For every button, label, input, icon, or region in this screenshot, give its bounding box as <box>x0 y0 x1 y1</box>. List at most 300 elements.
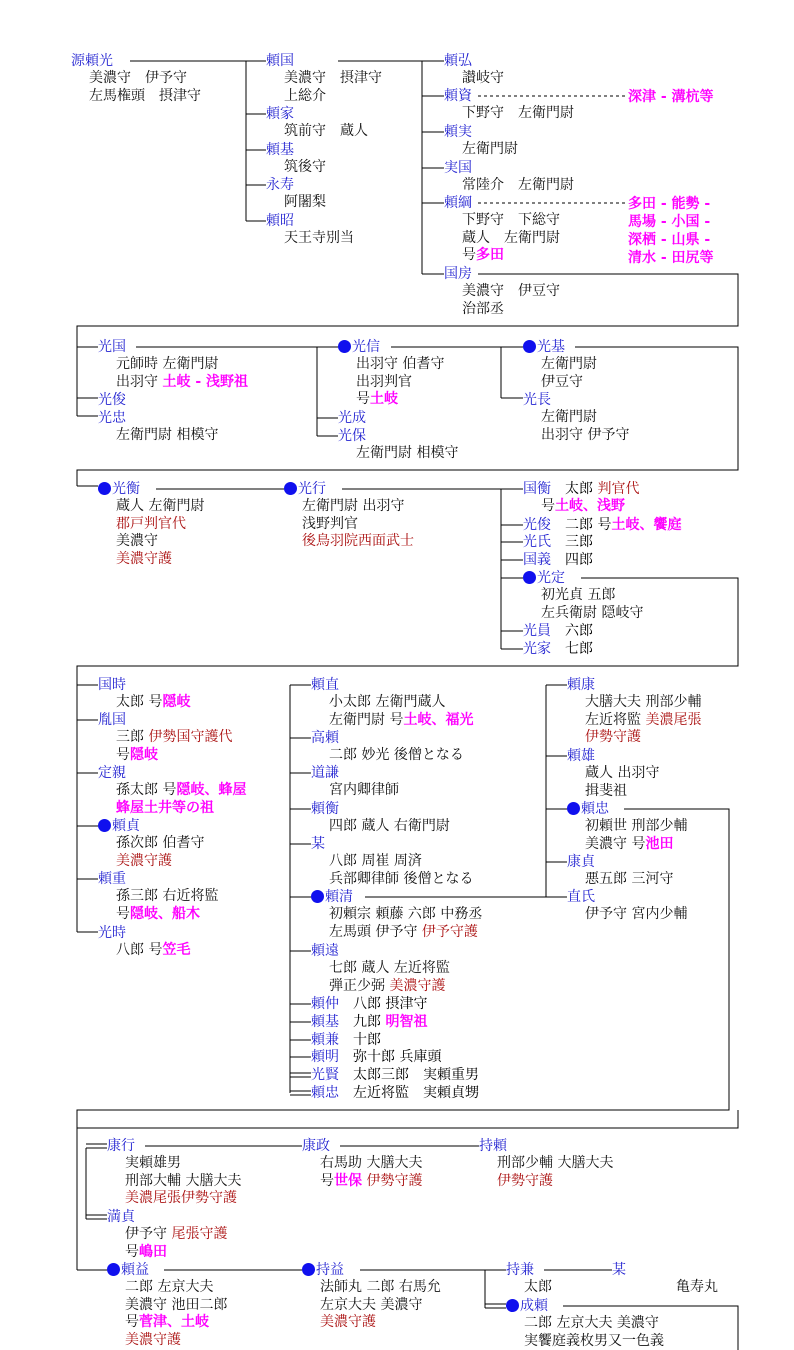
person-name: 持頼 <box>479 1138 507 1154</box>
text-segment: 出羽守 伯耆守 <box>356 356 445 372</box>
person-detail <box>585 694 701 711</box>
text-segment: 伊予守 <box>125 1226 172 1242</box>
text-segment: 伊勢守護 <box>585 729 641 746</box>
person-sadachika <box>98 765 126 782</box>
person-yorikatsu <box>567 748 595 765</box>
text-segment: 左衛門尉 相模守 <box>116 427 219 443</box>
person-detail <box>329 924 478 941</box>
branch-note-tada-group-3: 深栖 - 山県 - <box>628 232 711 248</box>
text-segment: 九郎 <box>339 1014 386 1030</box>
text-segment: 左衛門尉 <box>462 141 518 157</box>
text-segment: 菅津、土岐 <box>139 1314 209 1331</box>
text-segment: 土岐 <box>370 391 398 408</box>
person-detail <box>585 906 687 923</box>
text-segment: 号 <box>320 1172 334 1189</box>
person-mitsuhira <box>98 481 140 498</box>
person-name: 源頼光 <box>71 53 113 69</box>
text-segment: 宮内卿律師 <box>329 782 399 798</box>
text-segment: 二郎 妙光 後僧となる <box>329 747 464 763</box>
text-segment: 美濃守 <box>116 533 158 550</box>
person-name: 光国 <box>98 339 126 355</box>
text-segment: 左衛門尉 相模守 <box>356 445 459 461</box>
text-segment: 出羽守 伊予守 <box>541 426 630 443</box>
person-takayori <box>311 730 339 747</box>
person-detail <box>89 88 201 105</box>
person-kunihira <box>523 481 639 498</box>
person-detail <box>329 871 473 888</box>
text-segment: 伊予守護 <box>421 923 478 940</box>
successor-dot-icon <box>523 571 536 584</box>
person-name: 頼兼 <box>311 1032 339 1048</box>
successor-dot-icon <box>107 1263 120 1276</box>
person-yasusada <box>567 854 595 871</box>
person-detail <box>329 712 473 729</box>
successor-dot-icon <box>311 890 324 903</box>
text-segment: 筑後守 <box>284 159 326 175</box>
person-mitsutoshi2 <box>523 517 681 534</box>
person-detail <box>125 1173 241 1190</box>
person-detail <box>116 800 214 817</box>
person-name: 光員 <box>523 623 551 639</box>
person-name: 国衡 <box>523 481 551 497</box>
text-segment: 兵部卿律師 後僧となる <box>329 870 474 887</box>
text-segment: 左衛門尉 <box>541 409 597 425</box>
person-name: 頼昭 <box>266 213 294 229</box>
person-mitsukazu <box>523 623 593 640</box>
text-segment: 右馬助 大膳大夫 <box>320 1155 423 1171</box>
person-detail <box>356 356 444 373</box>
person-detail <box>462 105 574 122</box>
text-segment: 号 <box>462 247 476 264</box>
text-segment: 美濃守護 <box>389 977 446 994</box>
person-detail <box>116 835 204 852</box>
text-segment: 土岐 - 浅野祖 <box>162 373 249 390</box>
person-yorimoto <box>266 142 294 159</box>
person-name: 頼忠 <box>311 1085 339 1101</box>
person-name: 国房 <box>444 266 472 282</box>
person-yasumasa <box>302 1138 330 1155</box>
person-name: 頼弘 <box>444 53 472 69</box>
person-detail <box>541 605 643 622</box>
text-segment: 土岐、浅野 <box>555 498 625 514</box>
person-name: 頼基 <box>266 142 294 158</box>
text-segment: 世保 <box>334 1172 362 1189</box>
person-detail <box>497 1173 553 1190</box>
person-minamoto-yorimitsu <box>71 53 113 70</box>
text-segment: 号 <box>356 391 370 408</box>
text-segment: 左近将監 実頼貞甥 <box>339 1085 479 1101</box>
person-name: 光基 <box>537 339 565 355</box>
text-segment: 隠岐 <box>162 694 191 710</box>
person-detail <box>585 729 641 746</box>
person-detail <box>497 1155 613 1172</box>
person-detail <box>585 765 659 782</box>
text-segment: 筑前守 蔵人 <box>284 123 368 139</box>
person-name: 実国 <box>444 160 472 176</box>
person-yorikuni <box>266 53 294 70</box>
person-detail <box>524 1315 659 1332</box>
successor-dot-icon <box>98 819 111 832</box>
text-segment: 実頼雄男 <box>125 1155 181 1171</box>
text-segment: 実饗庭義枚男又一色義 <box>524 1332 664 1349</box>
person-name: 光行 <box>298 481 326 497</box>
text-segment: 蔵人 出羽守 <box>585 765 660 781</box>
person-detail <box>125 1332 181 1349</box>
person-detail <box>125 1297 227 1314</box>
person-yorimasu <box>107 1262 149 1279</box>
person-mochimasu <box>302 1262 344 1279</box>
text-segment: 隠岐 <box>130 746 158 763</box>
text-segment: 常陸介 左衛門尉 <box>462 177 574 193</box>
person-name: 某 <box>311 836 325 852</box>
person-name: 光成 <box>338 410 366 426</box>
person-detail <box>116 533 158 550</box>
person-name: 定親 <box>98 765 126 781</box>
text-segment: 土岐、饗庭 <box>611 517 682 533</box>
person-mitsuie <box>523 641 593 658</box>
person-detail <box>329 960 450 977</box>
text-segment: 左衛門尉 号 <box>329 711 404 728</box>
person-yoriaki <box>266 213 294 230</box>
person-name: 光俊 <box>523 517 551 533</box>
text-segment: 池田 <box>645 835 674 852</box>
person-name: 光長 <box>523 392 551 408</box>
person-bou <box>311 836 325 853</box>
person-detail <box>329 694 445 711</box>
text-segment: 三郎 <box>116 729 149 745</box>
person-name: 頼家 <box>266 106 294 122</box>
person-name: 光保 <box>338 428 366 444</box>
person-name: 頼仲 <box>311 996 339 1012</box>
text-segment: 尾張守護 <box>171 1226 228 1242</box>
text-segment: 大膳大夫 刑部少輔 <box>585 694 702 710</box>
person-detail <box>329 818 450 835</box>
text-segment: 孫三郎 右近将監 <box>116 888 219 904</box>
person-name: 頼貞 <box>112 818 140 834</box>
text-segment: 号 <box>116 905 130 922</box>
text-segment: 七郎 <box>551 641 593 657</box>
text-segment: 左兵衛尉 隠岐守 <box>541 604 644 621</box>
text-segment: 初光貞 五郎 <box>541 587 616 603</box>
text-segment: 四郎 蔵人 右衛門尉 <box>329 818 450 834</box>
person-name: 胤国 <box>98 712 126 728</box>
text-segment: 四郎 <box>551 552 593 568</box>
text-segment: 亀寿丸 <box>676 1279 718 1295</box>
text-segment: 小太郎 左衛門蔵人 <box>329 694 446 710</box>
person-detail <box>541 587 615 604</box>
person-detail <box>116 747 158 764</box>
text-segment: 浅野判官 <box>302 515 358 532</box>
person-name: 頼基 <box>311 1014 339 1030</box>
person-name: 頼忠 <box>581 801 609 817</box>
text-segment: 左馬頭 伊予守 <box>329 923 422 940</box>
text-segment: 左馬権頭 摂津守 <box>89 87 201 104</box>
person-yorimoto2 <box>311 1014 427 1031</box>
person-mochikane <box>506 1262 534 1279</box>
person-mitsutoshi <box>98 392 126 409</box>
person-name: 光衡 <box>112 481 140 497</box>
person-yasuyuki <box>107 1138 135 1155</box>
branch-note-tada-group-2: 馬場 - 小国 - <box>628 214 711 230</box>
text-segment: 上総介 <box>284 87 326 104</box>
person-detail <box>320 1279 441 1296</box>
person-detail <box>585 871 673 888</box>
person-name: 永寿 <box>266 177 294 193</box>
person-mitsutada <box>98 410 126 427</box>
person-mitsusada2 <box>107 1209 135 1226</box>
person-name: 頼益 <box>121 1262 149 1278</box>
person-detail <box>462 70 504 87</box>
text-segment: 美濃守護 <box>116 852 172 869</box>
text-segment: 後鳥羽院西面武士 <box>302 533 414 550</box>
person-name: 光信 <box>352 339 380 355</box>
person-detail <box>524 1333 664 1350</box>
person-yorinao <box>311 677 339 694</box>
successor-dot-icon <box>338 340 351 353</box>
text-segment: 元師時 左衛門尉 <box>116 356 219 372</box>
text-segment: 刑部少輔 大膳大夫 <box>497 1155 614 1171</box>
text-segment: 蔵人 左衛門尉 <box>116 498 205 514</box>
text-segment: 天王寺別当 <box>284 230 354 246</box>
person-name: 頼明 <box>311 1049 339 1065</box>
text-segment: 太郎 <box>551 481 598 497</box>
person-name: 頼康 <box>567 677 595 693</box>
person-name: 康政 <box>302 1138 330 1154</box>
person-detail <box>116 729 232 746</box>
person-detail <box>302 533 414 550</box>
person-detail <box>116 516 186 533</box>
person-detail <box>320 1173 422 1190</box>
person-yoriyasu <box>567 677 595 694</box>
person-detail <box>284 70 382 87</box>
person-name: 康行 <box>107 1138 135 1154</box>
text-segment: 太郎 <box>524 1279 552 1295</box>
text-segment: 阿闍梨 <box>284 194 326 210</box>
text-segment: 伊豆守 <box>541 373 583 390</box>
person-mitsuyuki <box>284 481 326 498</box>
text-segment: 八郎 周崔 周済 <box>329 853 422 869</box>
person-detail <box>356 374 412 391</box>
text-segment: 伊予守 宮内少輔 <box>585 906 688 922</box>
person-sanekuni <box>444 160 472 177</box>
text-segment: 六郎 <box>551 623 593 639</box>
person-name: 持兼 <box>506 1262 534 1278</box>
text-segment: 隠岐、蜂屋 <box>176 782 247 798</box>
successor-dot-icon <box>284 482 297 495</box>
person-name: 光氏 <box>523 534 551 550</box>
person-name: 光定 <box>537 570 565 586</box>
text-segment: 伊勢国守護代 <box>148 729 233 745</box>
text-segment: 左京大夫 美濃守 <box>320 1296 423 1313</box>
person-name: 光賢 <box>311 1067 339 1083</box>
person-detail <box>524 1279 552 1296</box>
person-detail <box>585 712 701 729</box>
person-mitsutoki <box>98 925 126 942</box>
person-name: 光家 <box>523 641 551 657</box>
person-detail <box>116 888 218 905</box>
person-detail <box>116 374 248 391</box>
person-yorizane <box>444 124 472 141</box>
person-yoritsuna <box>444 195 472 212</box>
person-yoritoo <box>311 943 339 960</box>
text-segment: 美濃守護 <box>125 1332 181 1349</box>
person-name: 頼直 <box>311 677 339 693</box>
person-detail <box>585 818 687 835</box>
text-segment: 美濃守 伊予守 <box>89 70 187 86</box>
successor-dot-icon <box>98 482 111 495</box>
person-yorikiyo <box>311 889 353 906</box>
text-segment: 八郎 号 <box>116 942 163 958</box>
successor-dot-icon <box>523 340 536 353</box>
person-yorinaka <box>311 996 427 1013</box>
text-segment: 隠岐、船木 <box>130 905 200 922</box>
person-detail <box>462 301 504 318</box>
text-segment: 多田 <box>476 247 504 264</box>
text-segment: 下野守 下総守 <box>462 212 560 228</box>
person-detail <box>329 853 422 870</box>
person-detail <box>462 230 560 247</box>
person-name: 頼国 <box>266 53 294 69</box>
person-detail <box>116 906 200 923</box>
person-detail <box>284 88 326 105</box>
person-kunitoki <box>98 677 126 694</box>
text-segment: 左近将監 <box>585 711 646 728</box>
person-detail <box>585 836 673 853</box>
text-segment: 美濃尾張 <box>645 711 702 728</box>
person-name: 光時 <box>98 925 126 941</box>
text-segment: 悪五郎 三河守 <box>585 871 674 887</box>
person-detail <box>329 978 445 995</box>
text-segment: 蜂屋土井等の祖 <box>116 799 214 816</box>
text-segment: 判官代 <box>597 481 640 497</box>
person-detail <box>462 283 560 300</box>
person-dougen <box>311 765 339 782</box>
text-segment: 出羽判官 <box>356 373 412 390</box>
branch-note-tada-group-4: 清水 - 田尻等 <box>628 250 714 266</box>
text-segment: 伊勢守護 <box>366 1172 423 1189</box>
person-detail <box>320 1314 376 1331</box>
person-detail <box>125 1279 213 1296</box>
person-yoritada <box>311 1085 479 1102</box>
person-name: 頼実 <box>444 124 472 140</box>
person-name: 道謙 <box>311 765 339 781</box>
person-bou2 <box>612 1262 626 1279</box>
text-segment: 美濃守 摂津守 <box>284 70 382 86</box>
person-detail <box>116 853 172 870</box>
person-name: 直氏 <box>567 889 595 905</box>
person-detail <box>329 906 482 923</box>
person-name: 国義 <box>523 552 551 568</box>
person-name: 国時 <box>98 677 126 693</box>
person-mitsusada <box>523 570 565 587</box>
text-segment: 十郎 <box>339 1032 381 1048</box>
person-detail <box>320 1155 422 1172</box>
text-segment: 明智祖 <box>385 1014 428 1030</box>
person-yorisuke <box>444 88 472 105</box>
person-detail <box>302 516 358 533</box>
person-detail <box>125 1244 167 1261</box>
person-detail <box>284 230 354 247</box>
branch-note-fukatsu-mizokui: 深津 - 溝杭等 <box>628 89 714 105</box>
text-segment: 孫太郎 号 <box>116 782 177 798</box>
text-segment: 出羽守 <box>116 373 163 390</box>
person-detail <box>462 177 574 194</box>
person-name: 光忠 <box>98 410 126 426</box>
text-segment: 弥十郎 兵庫頭 <box>339 1049 442 1065</box>
person-name: 頼重 <box>98 871 126 887</box>
person-detail <box>329 782 399 799</box>
successor-dot-icon <box>506 1299 519 1312</box>
person-yorisada <box>98 818 140 835</box>
person-detail <box>116 498 204 515</box>
person-detail <box>462 141 518 158</box>
person-yorihira <box>311 801 339 818</box>
text-segment: 笠毛 <box>162 942 191 958</box>
text-segment: 下野守 左衛門尉 <box>462 105 574 121</box>
text-segment: 初頼世 刑部少輔 <box>585 818 688 834</box>
person-detail <box>116 942 190 959</box>
text-segment: 刑部大輔 大膳大夫 <box>125 1172 242 1189</box>
person-mitsukuni <box>98 339 126 356</box>
person-detail <box>541 427 629 444</box>
person-nagatoshi <box>266 177 294 194</box>
person-mitsunobu <box>338 339 380 356</box>
person-detail <box>125 1226 227 1243</box>
person-name: 持益 <box>316 1262 344 1278</box>
person-name: 高頼 <box>311 730 339 746</box>
person-detail <box>356 391 398 408</box>
person-yoriie <box>266 106 294 123</box>
person-name: 光俊 <box>98 392 126 408</box>
text-segment: 美濃守護 <box>320 1314 376 1331</box>
person-mitsumoto <box>523 339 565 356</box>
person-name: 某 <box>612 1262 626 1278</box>
text-segment: 法師丸 二郎 右馬允 <box>320 1279 441 1295</box>
text-segment: 美濃守護 <box>116 551 172 568</box>
person-name: 成頼 <box>520 1298 548 1314</box>
person-mochiyori <box>479 1138 507 1155</box>
person-detail <box>541 374 583 391</box>
person-detail <box>320 1297 422 1314</box>
person-detail <box>125 1314 209 1331</box>
person-detail <box>116 782 246 799</box>
person-detail <box>116 427 218 444</box>
person-name: 頼衡 <box>311 801 339 817</box>
person-yoritada2 <box>567 801 609 818</box>
person-detail <box>356 445 458 462</box>
text-segment: 嶋田 <box>139 1243 167 1260</box>
person-detail <box>284 194 326 211</box>
person-name: 頼資 <box>444 88 472 104</box>
text-segment: 孫次郎 伯耆守 <box>116 835 205 851</box>
person-name: 頼清 <box>325 889 353 905</box>
text-segment: 左衛門尉 出羽守 <box>302 498 405 514</box>
text-segment: 美濃守 伊豆守 <box>462 283 560 299</box>
person-mitsukata <box>311 1067 479 1084</box>
text-segment: 八郎 摂津守 <box>339 996 428 1012</box>
person-mitsunari <box>338 410 366 427</box>
person-name: 満貞 <box>107 1209 135 1225</box>
text-segment: 弾正少弼 <box>329 977 390 994</box>
person-name: 頼遠 <box>311 943 339 959</box>
person-detail <box>125 1155 181 1172</box>
text-segment: 号 <box>116 746 130 763</box>
person-shigeyori <box>506 1298 548 1315</box>
person-detail <box>676 1279 718 1296</box>
person-yorihiro <box>444 53 472 70</box>
person-name: 頼綱 <box>444 195 472 211</box>
person-detail <box>462 212 560 229</box>
